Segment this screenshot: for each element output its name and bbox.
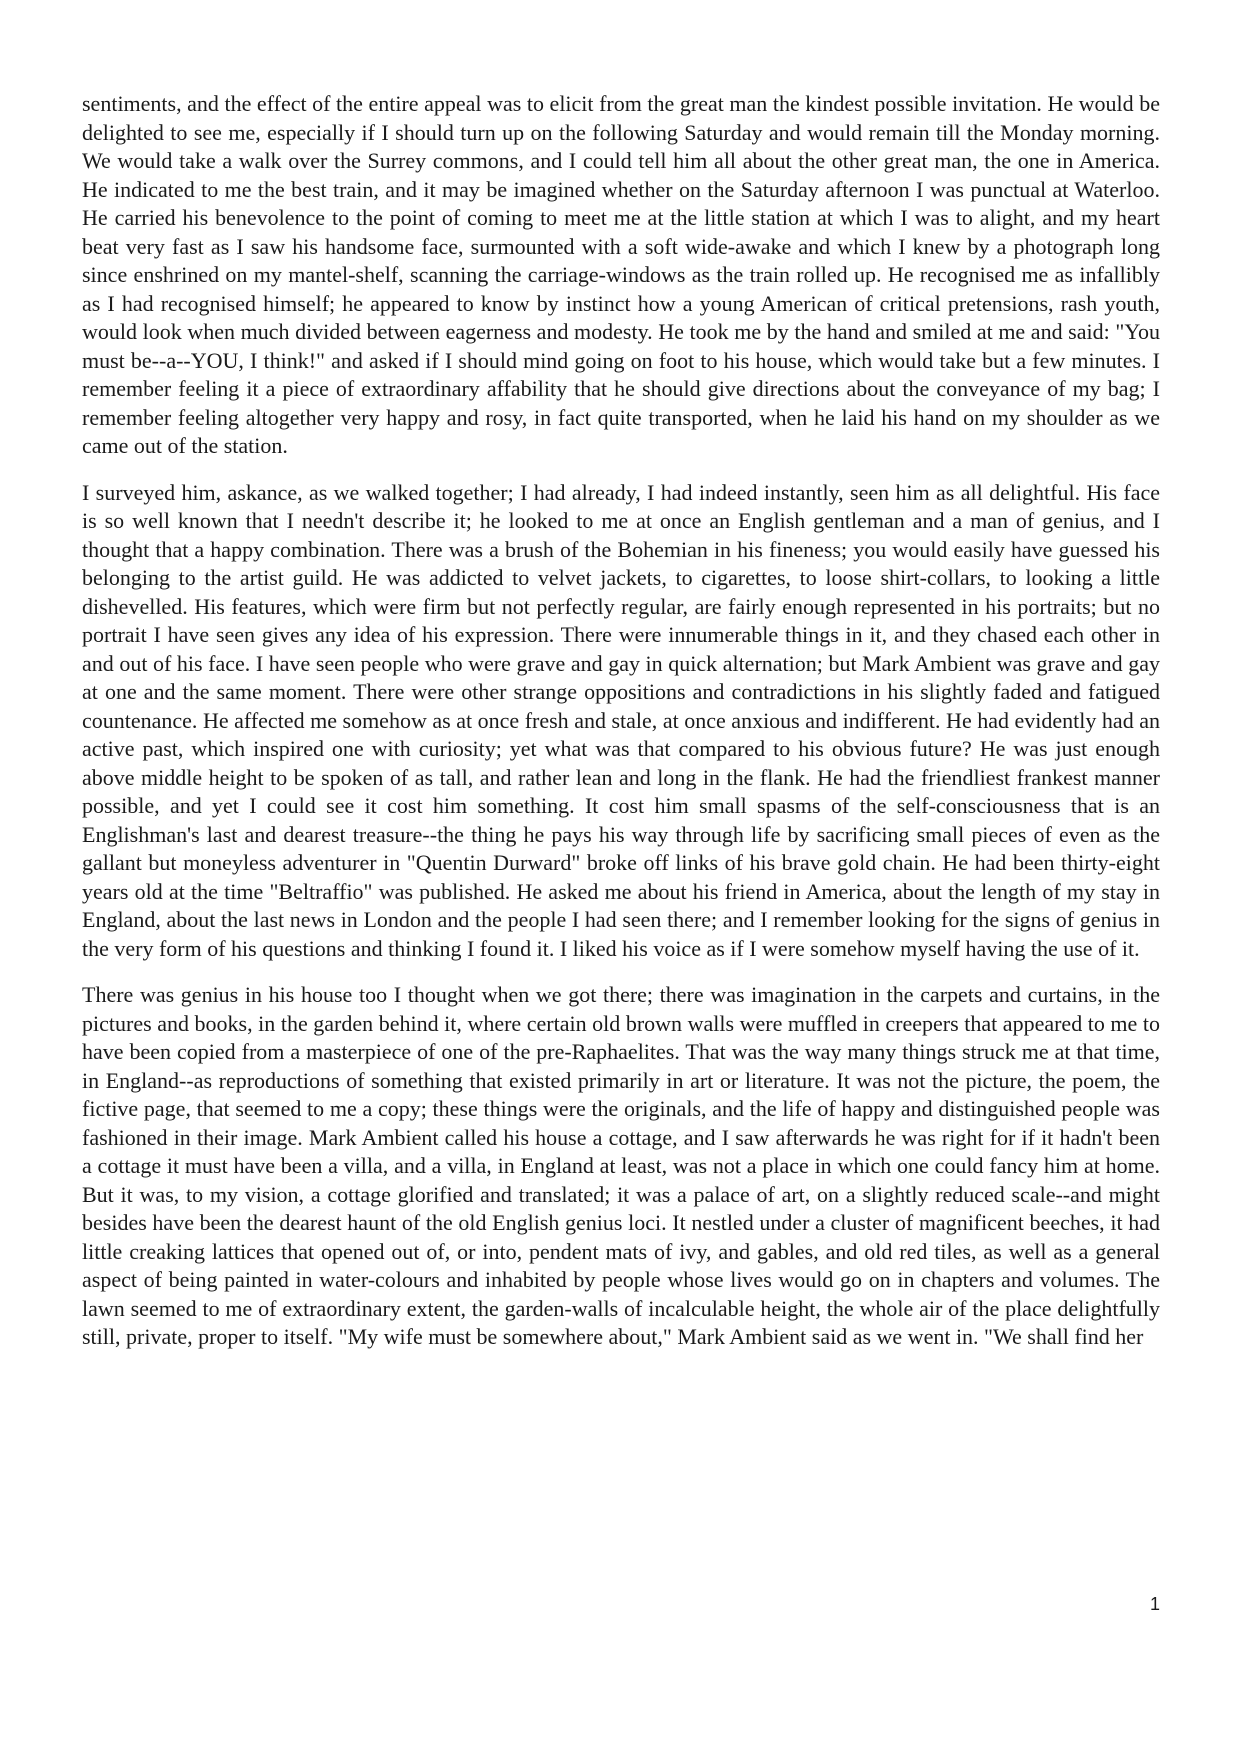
paragraph-2: I surveyed him, askance, as we walked together; I had already, I had indeed instantly, seen him as all delightful. His face is so well known that I needn't describe it; he looked to me at once an English gentleman and a man of genius, and I thought that a happy combination. There was a brush of the Bohemian in his fineness; you would easily have guessed his belonging to the artist guild. He was addicted to velvet jackets, to cigarettes, to loose shirt-collars, to looking a little dishevelled. His features, which were firm but not perfectly regular, are fairly enough represented in his portraits; but no portrait I have seen gives any idea of his expression. There were innumerable things in it, and they chased each other in and out of his face. I have seen people who were grave and gay in quick alternation; but Mark Ambient was grave and gay at one and the same moment. There were other strange oppositions and contradictions in his slightly faded and fatigued countenance. He affected me somehow as at once fresh and stale, at once anxious and indifferent. He had evidently had an active past, which inspired one with curiosity; yet what was that compared to his obvious future? He was just enough above middle height to be spoken of as tall, and rather lean and long in the flank. He had the friendliest frankest manner possible, and yet I could see it cost him something. It cost him small spasms of the self-consciousness that is an Englishman's last and dearest treasure--the thing he pays his way through life by sacrificing small pieces of even as the gallant but moneyless adventurer in "Quentin Durward" broke off links of his brave gold chain. He had been thirty-eight years old at the time "Beltraffio" was published. He asked me about his friend in America, about the length of my stay in England, about the last news in London and the people I had seen there; and I remember looking for the signs of genius in the very form of his questions and thinking I found it. I liked his voice as if I were somehow myself having the use of it.	[82, 479, 1160, 961]
page-number: 1	[1149, 1594, 1160, 1614]
paragraph-1: sentiments, and the effect of the entire appeal was to elicit from the great man the kindest possible invitation. He would be delighted to see me, especially if I should turn up on the following Saturday and would remain till the Monday morning. We would take a walk over the Surrey commons, and I could tell him all about the other great man, the one in America. He indicated to me the best train, and it may be imagined whether on the Saturday afternoon I was punctual at Waterloo. He carried his benevolence to the point of coming to meet me at the little station at which I was to alight, and my heart beat very fast as I saw his handsome face, surmounted with a soft wide-awake and which I knew by a photograph long since enshrined on my mantel-shelf, scanning the carriage-windows as the train rolled up. He recognised me as infallibly as I had recognised himself; he appeared to know by instinct how a young American of critical pretensions, rash youth, would look when much divided between eagerness and modesty. He took me by the hand and smiled at me and said: "You must be--a--YOU, I think!" and asked if I should mind going on foot to his house, which would take but a few minutes. I remember feeling it a piece of extraordinary affability that he should give directions about the conveyance of my bag; I remember feeling altogether very happy and rosy, in fact quite transported, when he laid his hand on my shoulder as we came out of the station.	[82, 91, 1160, 458]
document-page	[82, 90, 1160, 1370]
paragraph-3: There was genius in his house too I thought when we got there; there was imagination in the carpets and curtains, in the pictures and books, in the garden behind it, where certain old brown walls were muffled in creepers that appeared to me to have been copied from a masterpiece of one of the pre-Raphaelites. That was the way many things struck me at that time, in England--as reproductions of something that existed primarily in art or literature. It was not the picture, the poem, the fictive page, that seemed to me a copy; these things were the originals, and the life of happy and distinguished people was fashioned in their image. Mark Ambient called his house a cottage, and I saw afterwards he was right for if it hadn't been a cottage it must have been a villa, and a villa, in England at least, was not a place in which one could fancy him at home. But it was, to my vision, a cottage glorified and translated; it was a palace of art, on a slightly reduced scale--and might besides have been the dearest haunt of the old English genius loci. It nestled under a cluster of magnificent beeches, it had little creaking lattices that opened out of, or into, pendent mats of ivy, and gables, and old red tiles, as well as a general aspect of being painted in water-colours and inhabited by people whose lives would go on in chapters and volumes. The lawn seemed to me of extraordinary extent, the garden-walls of incalculable height, the whole air of the place delightfully still, private, proper to itself. "My wife must be somewhere about," Mark Ambient said as we went in. "We shall find her	[82, 982, 1160, 1349]
